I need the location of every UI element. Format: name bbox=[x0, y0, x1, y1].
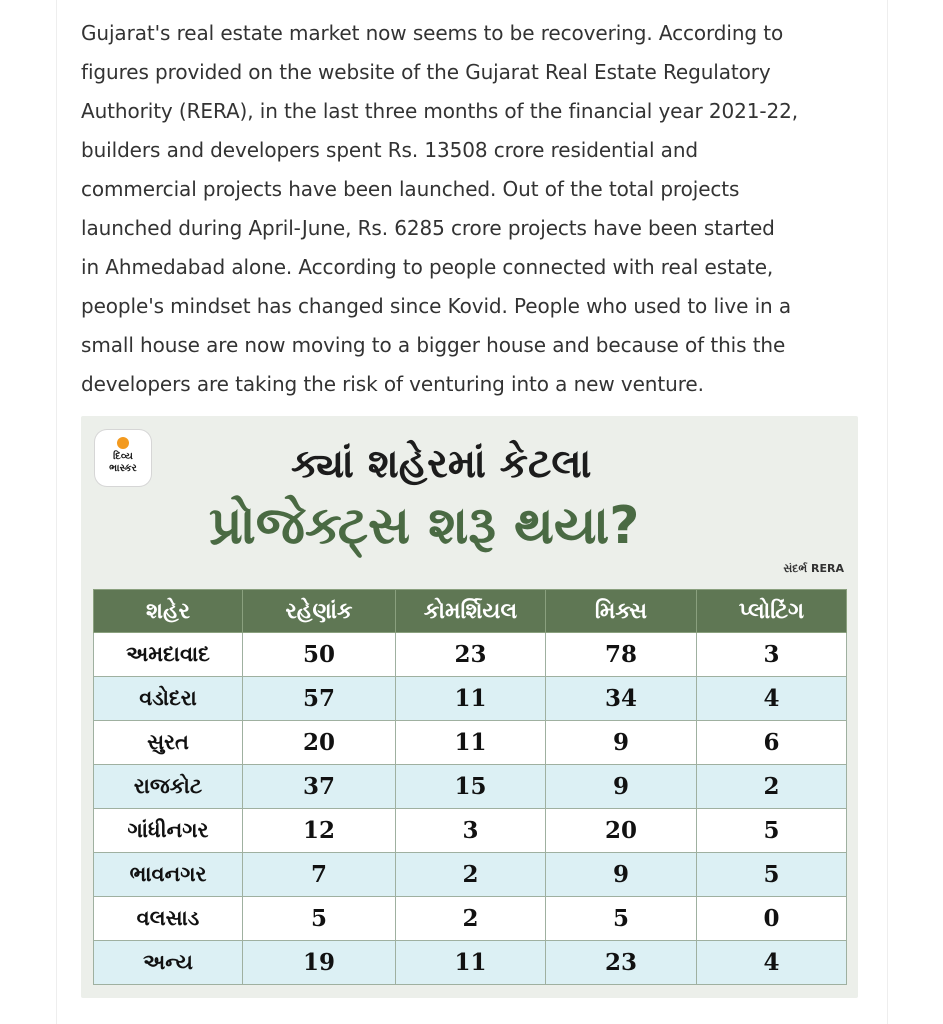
divya-bhaskar-logo bbox=[95, 430, 151, 486]
plotting-cell: 5 bbox=[697, 809, 847, 853]
header-plotting: પ્લોટિંગ bbox=[697, 590, 847, 633]
article-line: small house are now moving to a bigger house and because of this the bbox=[81, 333, 786, 357]
article-line: Authority (RERA), in the last three months of the financial year 2021-22, bbox=[81, 99, 799, 123]
residential-cell: 19 bbox=[243, 941, 396, 985]
header-commercial: કોમર્શિયલ bbox=[396, 590, 546, 633]
plotting-cell: 3 bbox=[697, 633, 847, 677]
city-cell: અમદાવાદ bbox=[94, 633, 243, 677]
city-cell: ભાવનગર bbox=[94, 853, 243, 897]
article-line: Gujarat's real estate market now seems to be recovering. According to bbox=[81, 21, 784, 45]
table-row bbox=[94, 765, 847, 809]
table-row bbox=[94, 897, 847, 941]
article-line: commercial projects have been launched. Out of the total projects bbox=[81, 177, 740, 201]
table-row bbox=[94, 853, 847, 897]
city-cell: સુરત bbox=[94, 721, 243, 765]
residential-cell: 20 bbox=[243, 721, 396, 765]
source-credit: સંદર્ભ RERA bbox=[783, 562, 844, 575]
residential-cell: 50 bbox=[243, 633, 396, 677]
mixed-cell: 78 bbox=[546, 633, 697, 677]
logo-text bbox=[95, 451, 151, 475]
logo-text-line: ભાસ્કર bbox=[109, 463, 137, 474]
mixed-cell: 5 bbox=[546, 897, 697, 941]
article-line: developers are taking the risk of venturing into a new venture. bbox=[81, 372, 704, 396]
mixed-cell: 20 bbox=[546, 809, 697, 853]
article-line: builders and developers spent Rs. 13508 crore residential and bbox=[81, 138, 699, 162]
infographic-image[interactable] bbox=[81, 416, 858, 998]
residential-cell: 57 bbox=[243, 677, 396, 721]
commercial-cell: 23 bbox=[396, 633, 546, 677]
city-cell: રાજકોટ bbox=[94, 765, 243, 809]
infographic-title-line-2: પ્રોજેક્ટ્સ શરૂ થયા? bbox=[209, 496, 640, 556]
sun-icon bbox=[117, 437, 129, 449]
table-row bbox=[94, 809, 847, 853]
commercial-cell: 3 bbox=[396, 809, 546, 853]
infographic-title-line-1: ક્યાં શહેરમાં કેટલા bbox=[291, 441, 592, 487]
article-paragraph bbox=[81, 14, 871, 404]
commercial-cell: 2 bbox=[396, 853, 546, 897]
residential-cell: 7 bbox=[243, 853, 396, 897]
mixed-cell: 23 bbox=[546, 941, 697, 985]
mixed-cell: 9 bbox=[546, 765, 697, 809]
city-cell: વડોદરા bbox=[94, 677, 243, 721]
article-line: figures provided on the website of the Gujarat Real Estate Regulatory bbox=[81, 60, 771, 84]
city-cell: ગાંધીનગર bbox=[94, 809, 243, 853]
projects-table bbox=[93, 589, 847, 985]
city-cell: વલસાડ bbox=[94, 897, 243, 941]
commercial-cell: 11 bbox=[396, 721, 546, 765]
plotting-cell: 2 bbox=[697, 765, 847, 809]
logo-text-line: દિવ્ય bbox=[113, 451, 133, 462]
commercial-cell: 2 bbox=[396, 897, 546, 941]
header-residential: રહેણાંક bbox=[243, 590, 396, 633]
table-row bbox=[94, 941, 847, 985]
mixed-cell: 9 bbox=[546, 721, 697, 765]
article-line: in Ahmedabad alone. According to people connected with real estate, bbox=[81, 255, 774, 279]
residential-cell: 5 bbox=[243, 897, 396, 941]
commercial-cell: 11 bbox=[396, 677, 546, 721]
table-header-row bbox=[94, 590, 847, 633]
table-row bbox=[94, 633, 847, 677]
table-row bbox=[94, 721, 847, 765]
residential-cell: 37 bbox=[243, 765, 396, 809]
plotting-cell: 0 bbox=[697, 897, 847, 941]
article-line: people's mindset has changed since Kovid. People who used to live in a bbox=[81, 294, 792, 318]
mixed-cell: 34 bbox=[546, 677, 697, 721]
city-cell: અન્ય bbox=[94, 941, 243, 985]
header-city: શહેર bbox=[94, 590, 243, 633]
plotting-cell: 6 bbox=[697, 721, 847, 765]
commercial-cell: 15 bbox=[396, 765, 546, 809]
article-line: launched during April-June, Rs. 6285 crore projects have been started bbox=[81, 216, 775, 240]
table-row bbox=[94, 677, 847, 721]
commercial-cell: 11 bbox=[396, 941, 546, 985]
plotting-cell: 5 bbox=[697, 853, 847, 897]
residential-cell: 12 bbox=[243, 809, 396, 853]
plotting-cell: 4 bbox=[697, 677, 847, 721]
header-mixed: મિક્સ bbox=[546, 590, 697, 633]
plotting-cell: 4 bbox=[697, 941, 847, 985]
mixed-cell: 9 bbox=[546, 853, 697, 897]
